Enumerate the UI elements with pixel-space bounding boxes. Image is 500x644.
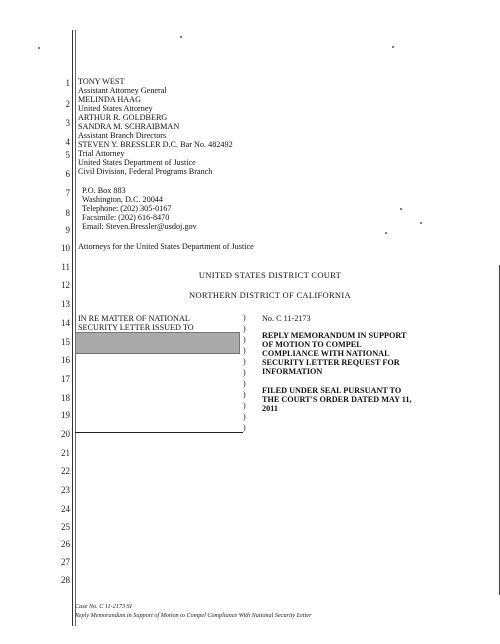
line-number: 17	[61, 374, 70, 384]
document-title-line: SECURITY LETTER REQUEST FOR	[262, 358, 400, 367]
line-number: 18	[61, 393, 70, 403]
line-number: 11	[61, 262, 70, 272]
counsel-line: United States Department of Justice	[78, 158, 196, 167]
caption-parentheses: ) ) ) ) ) ) ) ) ) ) )	[243, 313, 246, 432]
counsel-line: TONY WEST	[78, 77, 125, 86]
counsel-line: Assistant Branch Directors	[78, 131, 167, 140]
line-number: 27	[61, 557, 70, 567]
line-number: 24	[61, 504, 70, 514]
line-number: 6	[65, 169, 70, 179]
line-number: 1	[65, 78, 70, 88]
line-number: 12	[61, 280, 70, 290]
seal-notice-line: FILED UNDER SEAL PURSUANT TO	[262, 386, 402, 395]
footer-case-number: Case No. C 11-2173 SI	[75, 603, 132, 610]
line-number: 3	[65, 118, 70, 128]
counsel-line: STEVEN Y. BRESSLER D.C. Bar No. 482492	[78, 140, 233, 149]
line-number: 23	[61, 485, 70, 495]
line-number: 5	[65, 150, 70, 160]
scan-speck	[420, 222, 422, 224]
seal-notice-line: 2011	[262, 404, 278, 413]
left-margin-rule	[72, 30, 73, 626]
line-number: 19	[61, 410, 70, 420]
counsel-line: Trial Attorney	[78, 149, 125, 158]
line-number: 21	[61, 448, 70, 458]
document-title-line: REPLY MEMORANDUM IN SUPPORT	[262, 331, 407, 340]
scan-speck	[180, 36, 182, 38]
line-number: 4	[65, 137, 70, 147]
line-number: 22	[61, 466, 70, 476]
case-number: No. C 11-2173	[262, 314, 311, 323]
court-name: UNITED STATES DISTRICT COURT	[198, 270, 342, 280]
scan-speck	[38, 47, 40, 49]
line-number: 20	[61, 429, 70, 439]
scan-speck	[400, 208, 402, 210]
document-title-line: COMPLIANCE WITH NATIONAL	[262, 349, 390, 358]
redaction-box	[75, 332, 240, 354]
footer-title: Reply Memorandum in Support of Motion to Compel Compliance With National Security Letter	[75, 612, 312, 619]
line-number: 7	[65, 188, 70, 198]
matter-line-2: SECURITY LETTER ISSUED TO	[78, 323, 194, 332]
seal-notice-line: THE COURT'S ORDER DATED MAY 11,	[262, 395, 412, 404]
line-number: 28	[61, 575, 70, 585]
scan-speck	[385, 232, 387, 234]
counsel-line: Civil Division, Federal Programs Branch	[78, 167, 213, 176]
line-number: 9	[65, 225, 70, 235]
line-number: 14	[61, 318, 70, 328]
address-line: Facsimile: (202) 616-8470	[82, 213, 170, 222]
line-number: 16	[61, 355, 70, 365]
counsel-line: SANDRA M. SCHRAIBMAN	[78, 122, 180, 131]
scan-speck	[392, 46, 394, 48]
email-address: Email: Steven.Bressler@usdoj.gov	[82, 222, 197, 231]
line-number: 26	[61, 539, 70, 549]
line-number: 2	[65, 99, 70, 109]
line-number: 15	[61, 337, 70, 347]
counsel-line: Assistant Attorney General	[78, 86, 167, 95]
left-margin-rule-inner	[75, 30, 76, 626]
document-title-line: OF MOTION TO COMPEL	[262, 340, 362, 349]
counsel-line: United States Attorney	[78, 104, 153, 113]
address-line: Washington, D.C. 20044	[82, 195, 163, 204]
line-number: 8	[65, 208, 70, 218]
caption-bottom-rule	[75, 432, 243, 433]
address-line: P.O. Box 883	[82, 186, 126, 195]
document-title-line: INFORMATION	[262, 367, 323, 376]
court-district: NORTHERN DISTRICT OF CALIFORNIA	[189, 290, 351, 300]
line-number: 10	[61, 243, 70, 253]
counsel-line: MELINDA HAAG	[78, 95, 141, 104]
line-number: 13	[61, 299, 70, 309]
attorneys-for-line: Attorneys for the United States Department of Justice	[78, 242, 254, 251]
address-line: Telephone: (202) 305-0167	[82, 204, 172, 213]
line-number: 25	[61, 522, 70, 532]
matter-line-1: IN RE MATTER OF NATIONAL	[78, 314, 190, 323]
counsel-line: ARTHUR R. GOLDBERG	[78, 113, 168, 122]
